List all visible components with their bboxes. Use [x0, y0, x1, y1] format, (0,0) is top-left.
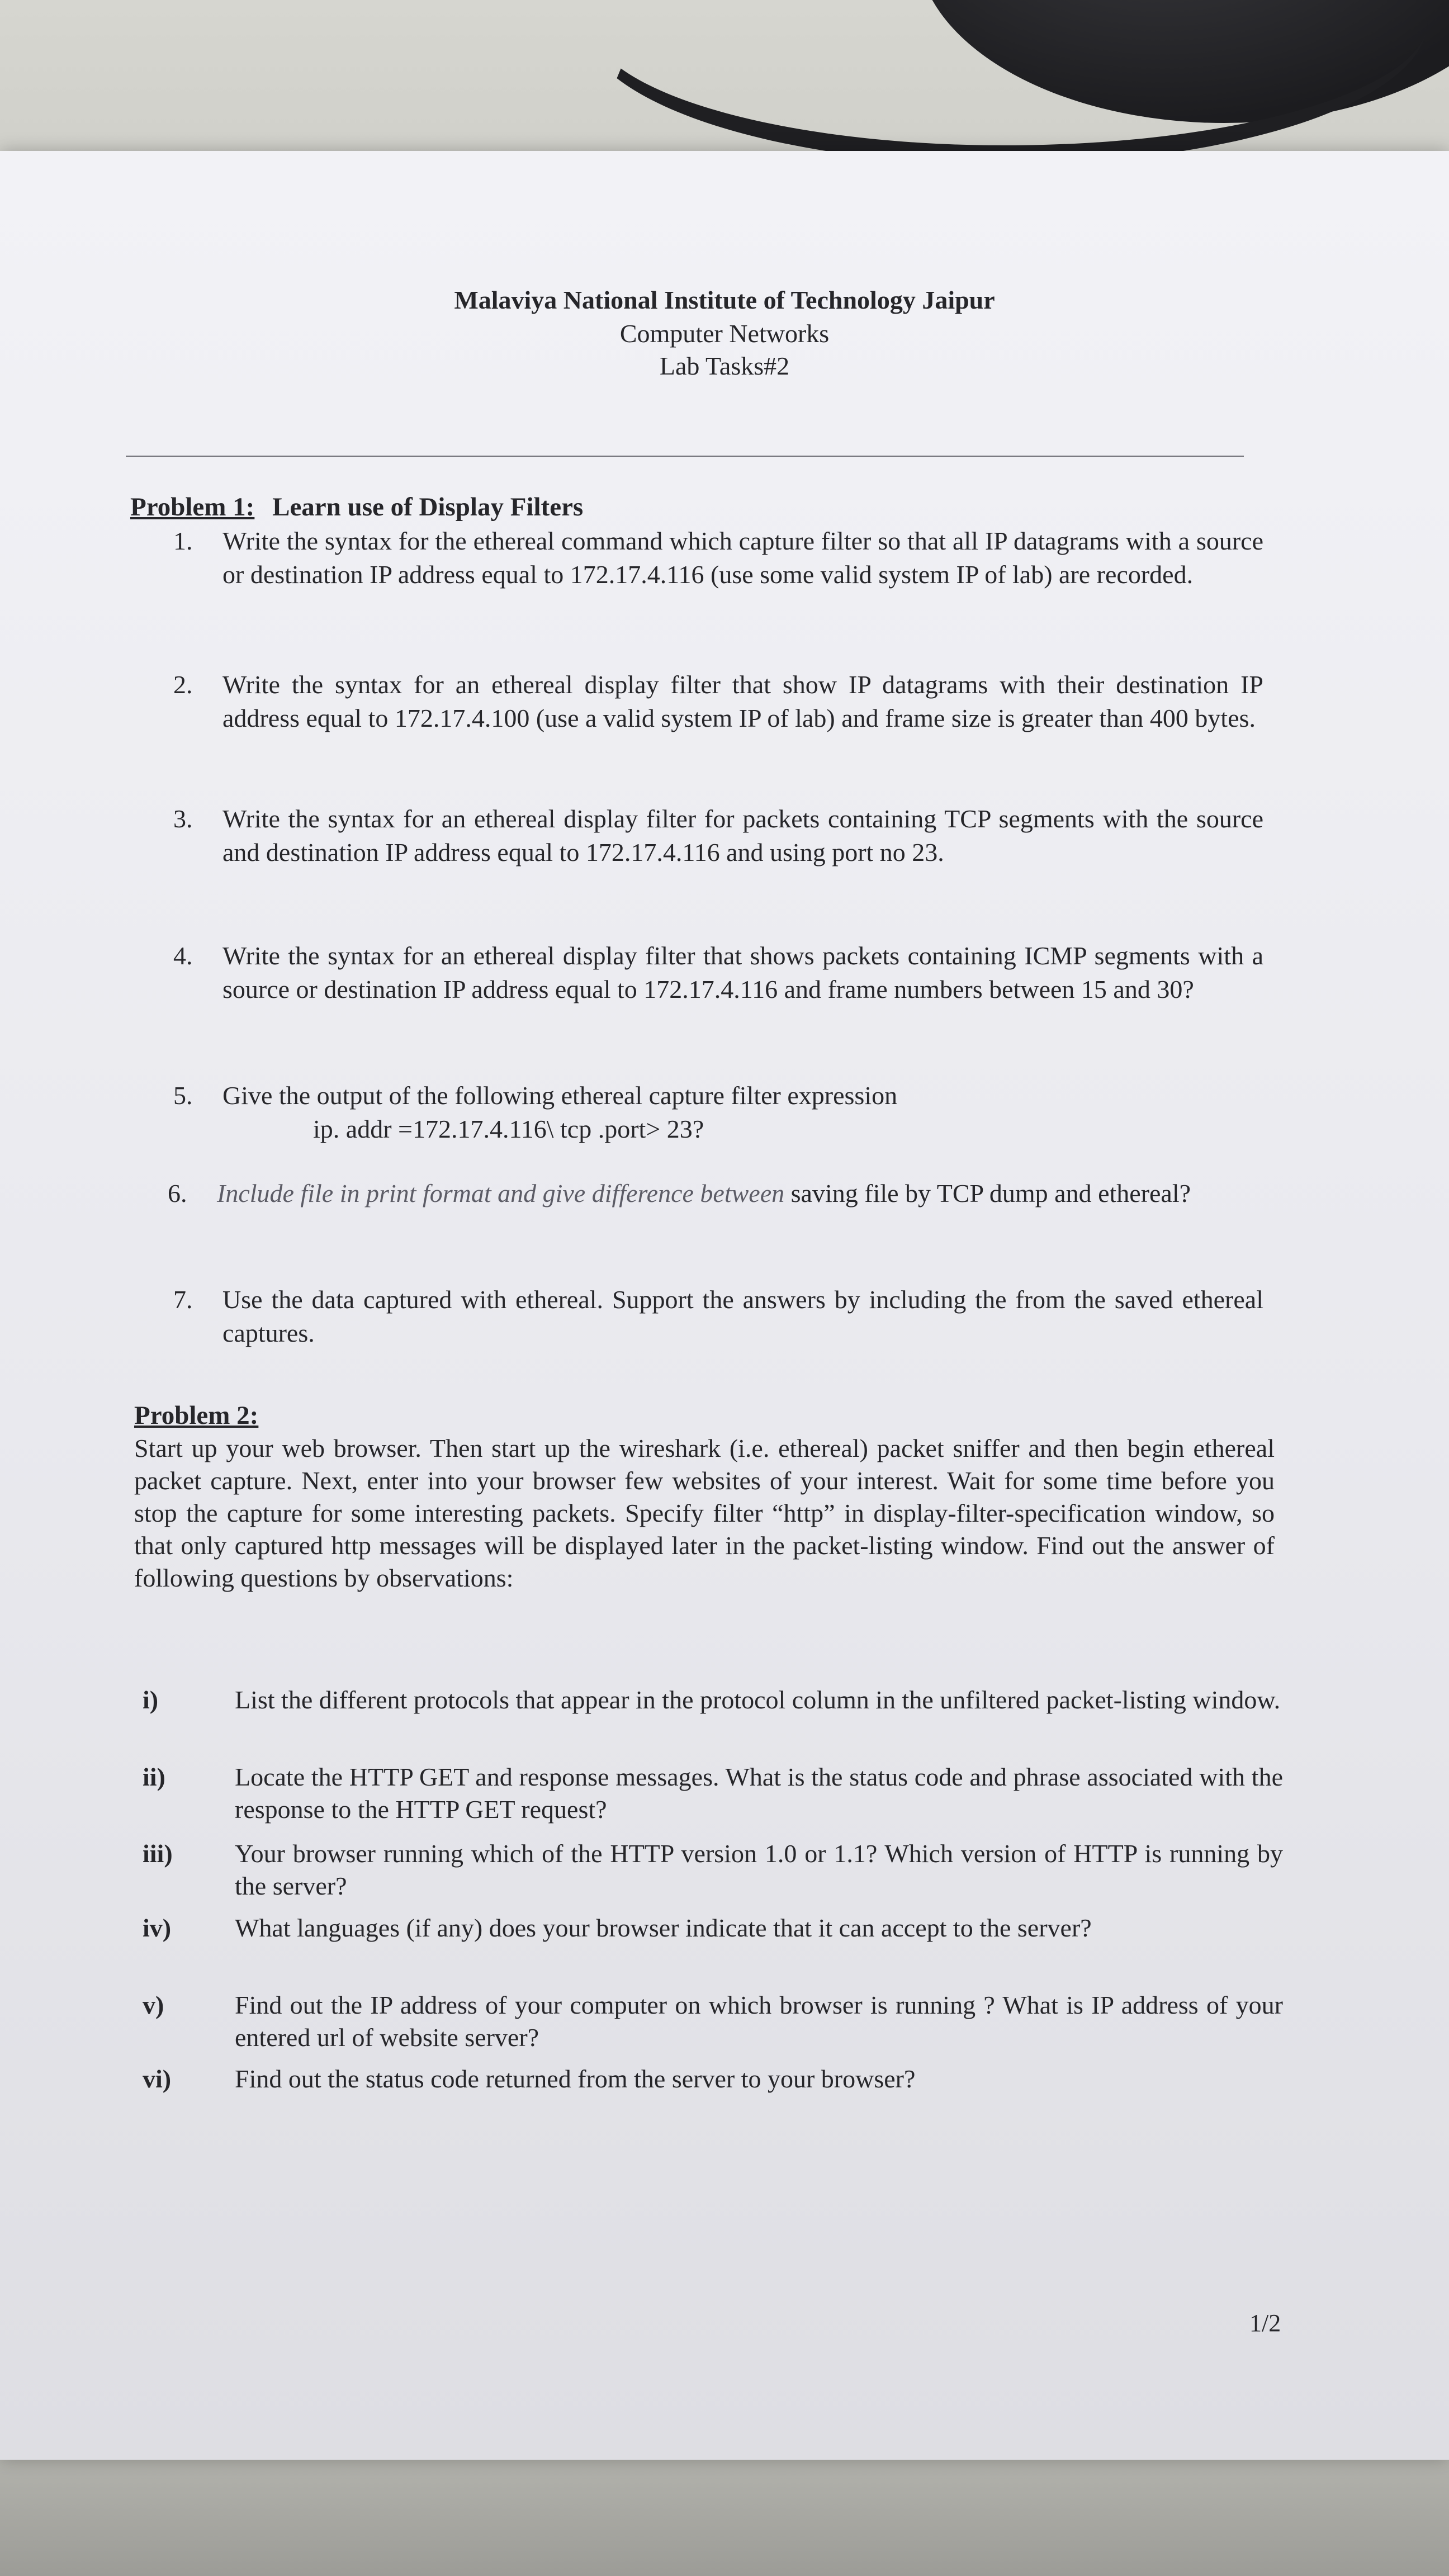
problem1-question-2	[173, 668, 1263, 735]
problem1-title: Learn use of Display Filters	[272, 493, 584, 522]
question-number: ii)	[143, 1763, 165, 1791]
question-text: Find out the status code returned from the server to your browser?	[235, 2064, 916, 2093]
question-number: iii)	[143, 1839, 173, 1868]
course-title: Computer Networks	[619, 319, 830, 348]
question-text: Your browser running which of the HTTP version 1.0 or 1.1? Which version of HTTP is running by the server?	[235, 1839, 1283, 1900]
question-text: Give the output of the following ethereal capture filter expression	[222, 1081, 898, 1110]
question-text: Write the syntax for an ethereal display filter for packets containing TCP segments with the source and destination IP address equal to 172.17.4.116 and using port no 23.	[222, 804, 1263, 866]
filter-expression: ip. addr =172.17.4.116\ tcp .port> 23?	[313, 1115, 704, 1143]
question-number: 7.	[173, 1285, 193, 1314]
question-text: Write the syntax for the ethereal command which capture filter so that all IP datagrams with a source or destination IP address equal to 172.17.4.116 (use some valid system IP of lab) are recorded.	[222, 527, 1263, 589]
lab-title: Lab Tasks#2	[659, 352, 790, 380]
problem2-question-vi	[143, 2063, 1283, 2095]
question-text: Write the syntax for an ethereal display filter that show IP datagrams with their destination IP address equal to 172.17.4.100 (use a valid system IP of lab) and frame size is greater than 400 bytes.	[222, 670, 1263, 732]
page-number: 1/2	[1249, 2309, 1281, 2337]
problem1-question-1	[173, 524, 1263, 591]
question-number: 3.	[173, 804, 193, 833]
question-number: iv)	[143, 1914, 172, 1942]
question-number: i)	[143, 1685, 159, 1714]
question-number: 5.	[173, 1081, 193, 1110]
problem2-heading	[134, 1400, 258, 1431]
divider-line	[126, 456, 1244, 457]
problem2-question-iii	[143, 1838, 1283, 1902]
problem2-question-ii	[143, 1761, 1283, 1826]
question-number: 4.	[173, 941, 193, 970]
question-text: saving file by TCP dump and ethereal?	[790, 1179, 1191, 1208]
problem2-intro: Start up your web browser. Then start up the wireshark (i.e. ethereal) packet sniffer and then begin ethereal packet capture. Next, enter into your browser few websites of your interest. Wait for some time before you stop the capture for some interesting packets. Specify filter “http” in display-filter-specification window, so that only captured http messages will be displayed later in the packet-listing window. Find out the answer of following questions by observations:	[134, 1434, 1275, 1592]
question-text: Find out the IP address of your computer on which browser is running ? What is IP address of your entered url of website server?	[235, 1991, 1283, 2052]
problem1-label: Problem 1:	[130, 493, 255, 522]
question-text-faded: Include file in print format and give difference between	[217, 1179, 785, 1208]
question-text: What languages (if any) does your browser indicate that it can accept to the server?	[235, 1914, 1092, 1942]
problem1-question-5	[173, 1079, 1263, 1146]
problem1-question-3	[173, 802, 1263, 869]
question-text: Use the data captured with ethereal. Support the answers by including the from the saved ethereal captures.	[222, 1285, 1263, 1347]
problem1-question-6	[168, 1177, 1258, 1210]
problem1-question-7	[173, 1283, 1263, 1350]
problem1-heading	[130, 492, 583, 522]
problem2-question-iv	[143, 1912, 1283, 1944]
problem1-question-4	[173, 939, 1263, 1006]
question-number: 2.	[173, 670, 193, 699]
problem2-question-v	[143, 1989, 1283, 2054]
question-number: vi)	[143, 2064, 172, 2093]
question-number: 1.	[173, 527, 193, 555]
problem2-question-i	[143, 1684, 1283, 1716]
question-text: List the different protocols that appear in the protocol column in the unfiltered packet-listing window.	[235, 1685, 1281, 1714]
question-number: v)	[143, 1991, 164, 2019]
background-desk-bottom	[0, 2449, 1449, 2576]
problem2-label: Problem 2:	[134, 1401, 259, 1430]
paper-sheet	[0, 151, 1449, 2460]
question-text: Locate the HTTP GET and response messages. What is the status code and phrase associated with the response to the HTTP GET request?	[235, 1763, 1283, 1824]
institute-title: Malaviya National Institute of Technology Jaipur	[454, 286, 995, 314]
question-number: 6.	[168, 1179, 187, 1208]
question-text: Write the syntax for an ethereal display filter that shows packets containing ICMP segments with a source or destination IP address equal to 172.17.4.116 and frame numbers between 15 and 30?	[222, 941, 1263, 1003]
